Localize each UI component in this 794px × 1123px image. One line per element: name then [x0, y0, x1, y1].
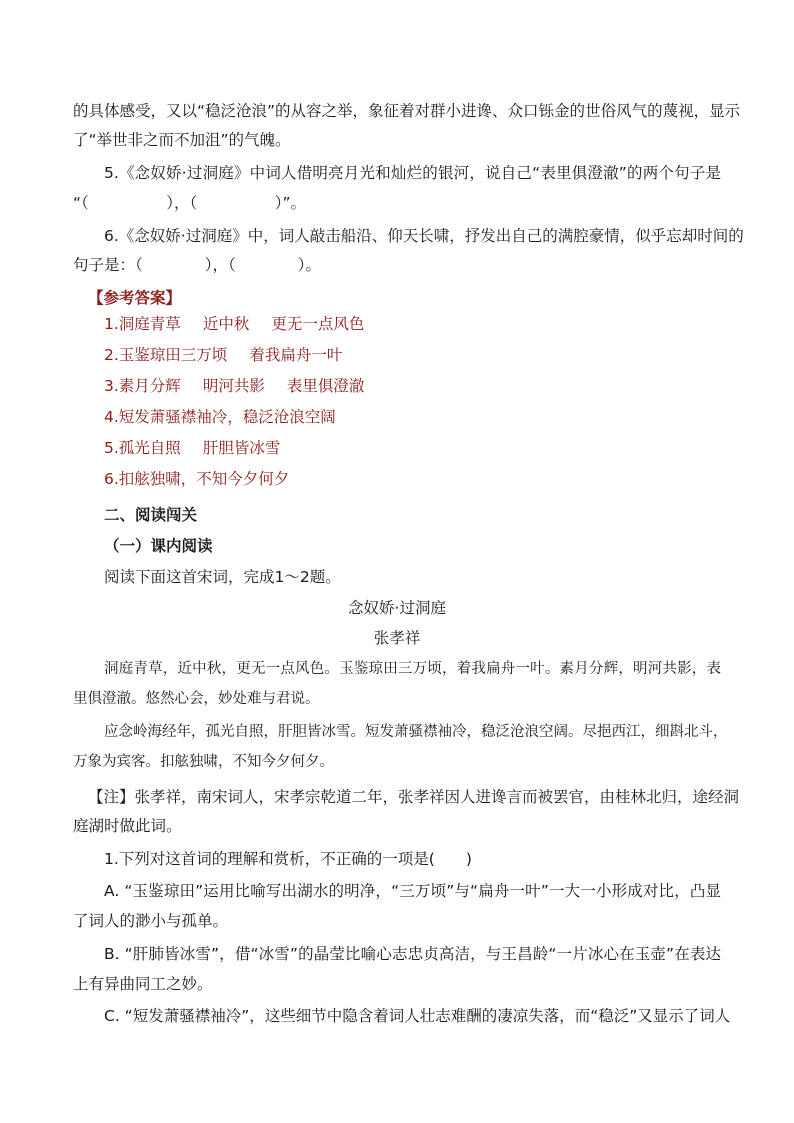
- answer-text: 孤光自照: [118, 439, 181, 457]
- answer-number: 2.: [104, 346, 119, 364]
- option-b: B. “肝肺皆冰雪”，借“冰雪”的晶莹比喻心志忠贞高洁，与王昌龄“一片冰心在玉壶”在表达: [104, 945, 721, 963]
- question-5-line: 5.《念奴娇·过洞庭》中词人借明亮月光和灿烂的银河，说自己“表里俱澄澈”的两个句子是: [104, 164, 721, 182]
- question-6-blanks: 句子是：（ ），（ ）。: [73, 256, 322, 274]
- option-a: A. “玉鉴琼田”运用比喻写出湖水的明净，“三万顷”与“扁舟一叶”一大一小形成对比，凸显: [104, 882, 721, 900]
- answer-text: 素月分辉: [118, 377, 181, 395]
- answer-text: 玉鉴琼田三万顷: [118, 346, 228, 364]
- question-1-stem: 1.下列对这首词的理解和赏析，不正确的一项是( ): [104, 850, 472, 868]
- poem-line: 里俱澄澈。悠然心会，妙处难与君说。: [73, 691, 320, 707]
- question-6-line: 6.《念奴娇·过洞庭》中，词人敲击船沿、仰天长啸，抒发出自己的满腔豪情，似乎忘却时间的: [104, 227, 744, 245]
- paragraph-line: 了“举世非之而不加沮”的气魄。: [73, 131, 291, 149]
- question-5-blanks: “（ ），（ ）”。: [73, 194, 307, 212]
- instruction-text: 阅读下面这首宋词，完成1～2题。: [104, 568, 341, 586]
- option-c: C. “短发萧骚襟袖冷”，这些细节中隐含着词人壮志难酬的凄凉失落，而“稳泛”又显示了词人: [104, 1007, 731, 1025]
- answer-number: 3.: [104, 377, 119, 395]
- option-b-cont: 上有异曲同工之妙。: [73, 975, 213, 993]
- answer-text: 短发萧骚襟袖冷，稳泛沧浪空阔: [118, 408, 336, 426]
- answer-text: 肝胆皆冰雪: [202, 439, 281, 457]
- answer-row: [104, 468, 721, 490]
- answers-heading: 【参考答案】: [88, 289, 182, 307]
- subsection-heading: （一）课内阅读: [104, 537, 213, 555]
- answer-row: [104, 406, 721, 428]
- answer-row: [104, 344, 721, 366]
- answer-number: 5.: [104, 439, 119, 457]
- poem-line: 洞庭青草，近中秋，更无一点风色。玉鉴琼田三万顷，着我扁舟一叶。素月分辉，明河共影，表: [104, 661, 721, 677]
- answer-text: 扣舷独啸，不知今夕何夕: [118, 470, 290, 488]
- poem-author: 张孝祥: [373, 629, 421, 647]
- poem-line: 万象为宾客。扣舷独啸，不知今夕何夕。: [73, 754, 334, 770]
- answer-row: [104, 437, 721, 459]
- answer-text: 明河共影: [202, 377, 265, 395]
- answer-text: 洞庭青草: [118, 315, 181, 333]
- answer-number: 1.: [104, 315, 119, 333]
- note-text: 【注】张孝祥，南宋词人，宋孝宗乾道二年，张孝祥因人进谗言而被罢官，由桂林北归，途经洞: [88, 788, 740, 806]
- poem-title: 念奴娇·过洞庭: [348, 599, 446, 617]
- answer-number: 4.: [104, 408, 119, 426]
- answer-text: 近中秋: [202, 315, 250, 333]
- option-a-cont: 了词人的渺小与孤单。: [73, 912, 229, 930]
- section-heading: 二、阅读闯关: [104, 506, 198, 524]
- answer-text: 更无一点风色: [271, 315, 365, 333]
- answer-text: 表里俱澄澈: [286, 377, 365, 395]
- note-text: 庭湖时做此词。: [73, 817, 182, 835]
- poem-line: 应念岭海经年，孤光自照，肝胆皆冰雪。短发萧骚襟袖冷，稳泛沧浪空阔。尽挹西江，细斟北斗，: [104, 724, 728, 740]
- answer-row: [104, 375, 721, 397]
- answer-text: 着我扁舟一叶: [249, 346, 343, 364]
- answer-row: [104, 313, 721, 335]
- paragraph-line: 的具体感受，又以“稳泛沧浪”的从容之举，象征着对群小进谗、众口铄金的世俗风气的蔑视，显示: [73, 102, 741, 120]
- answer-number: 6.: [104, 470, 119, 488]
